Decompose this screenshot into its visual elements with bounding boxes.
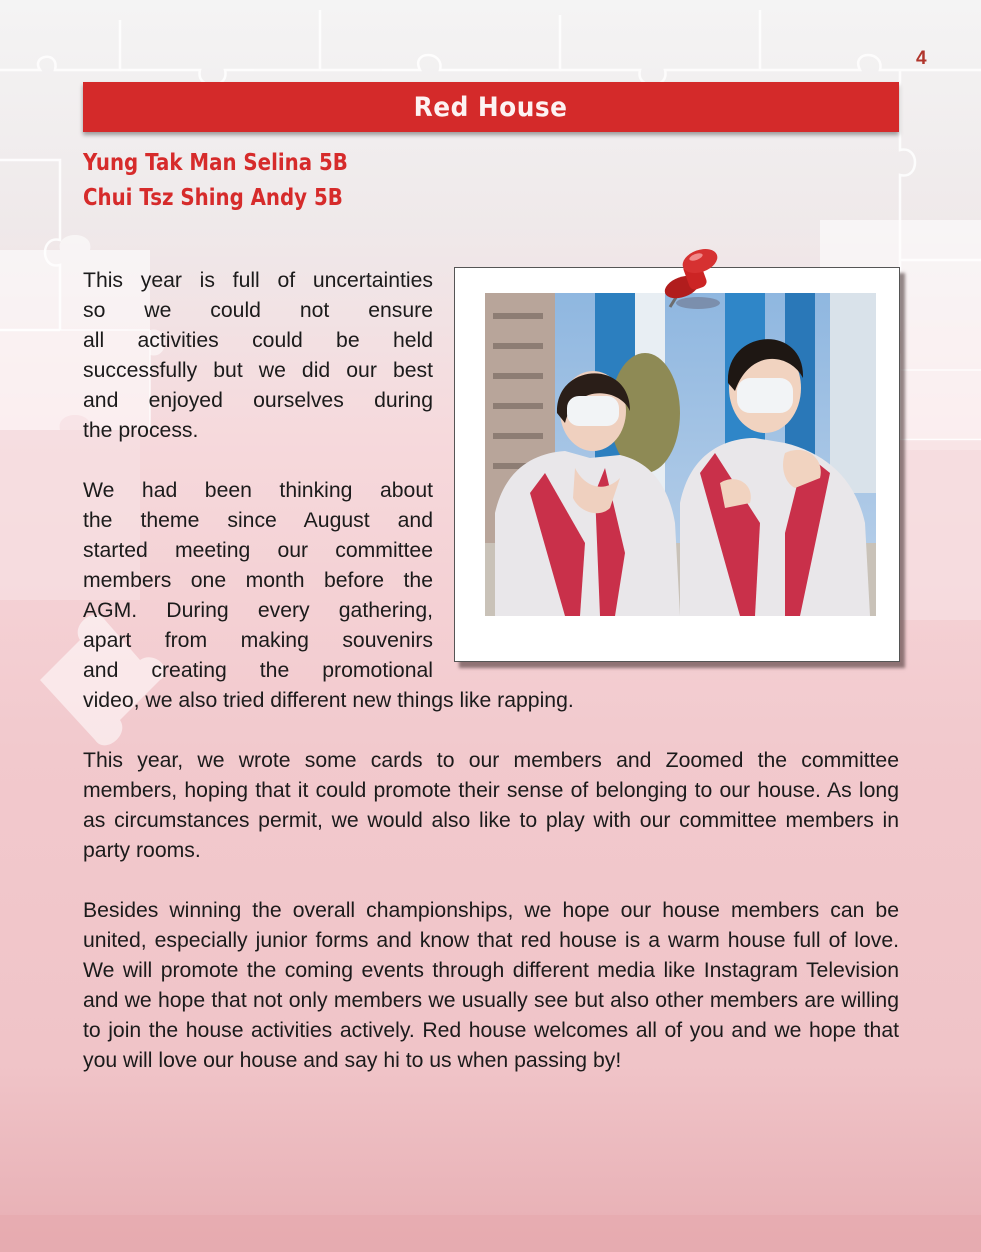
paragraph-cards: This year, we wrote some cards to our members and Zoomed the committee members, hoping that it could promote their sense of belonging to our house. As long as circumstances permit, we would also like to play with our committee members in party rooms. xyxy=(83,749,899,862)
push-pin-icon xyxy=(640,243,730,323)
text-line: and creating the promotional xyxy=(83,659,433,682)
title-bar xyxy=(83,82,899,132)
page-number: 4 xyxy=(916,48,927,69)
text-line: apart from making souvenirs xyxy=(83,629,433,652)
text-line: successfully but we did our best xyxy=(83,359,433,382)
text-line: so we could not ensure xyxy=(83,299,433,322)
text-line: the theme since August and xyxy=(83,509,433,532)
text-line: AGM. During every gathering, xyxy=(83,599,433,622)
paragraph-intro xyxy=(83,266,433,446)
text-line: all activities could be held xyxy=(83,329,433,352)
author-name: Chui Tsz Shing Andy 5B xyxy=(83,185,343,211)
paragraph-theme xyxy=(83,476,433,686)
paragraph-theme-tail: video, we also tried different new things like rapping. xyxy=(83,689,574,712)
paragraph-hopes: Besides winning the overall championships, we hope our house members can be united, especially junior forms and know that red house is a warm house full of love. We will promote the coming events through different media like Instagram Television and we hope that not only members we usually see but also other members are willing to join the house activities actively. Red house welcomes all of you and we hope that you will love our house and say hi to us when passing by! xyxy=(83,899,899,1072)
text-line: This year is full of uncertainties xyxy=(83,269,433,292)
text-line: We had been thinking about xyxy=(83,479,433,502)
author-name: Yung Tak Man Selina 5B xyxy=(83,150,348,176)
text-line: members one month before the xyxy=(83,569,433,592)
text-line: the process. xyxy=(83,419,199,442)
text-line: and enjoyed ourselves during xyxy=(83,389,433,412)
photo-two-students xyxy=(485,293,876,616)
text-line: started meeting our committee xyxy=(83,539,433,562)
page-title: Red House xyxy=(414,91,568,123)
